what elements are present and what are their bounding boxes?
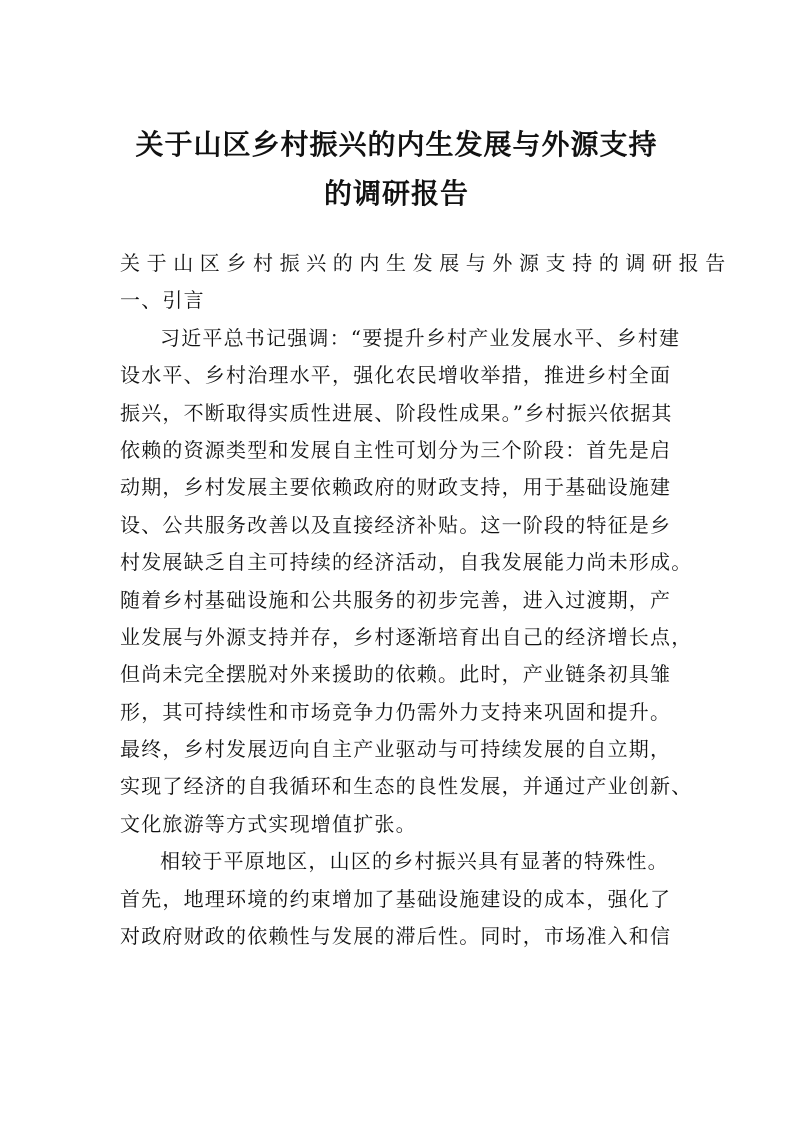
paragraph-line: 动期，乡村发展主要依赖政府的财政支持，用于基础设施建 — [120, 475, 672, 500]
document-title-line-1: 关于山区乡村振兴的内生发展与外源支持 — [135, 128, 658, 161]
paragraph-line: 依赖的资源类型和发展自主性可划分为三个阶段：首先是启 — [120, 437, 672, 462]
paragraph-line: 业发展与外源支持并存，乡村逐渐培育出自己的经济增长点， — [120, 624, 693, 649]
document-body — [120, 245, 732, 955]
paragraph-line: 村发展缺乏自主可持续的经济活动，自我发展能力尚未形成。 — [120, 550, 693, 575]
paragraph-line: 文化旅游等方式实现增值扩张。 — [120, 811, 417, 836]
paragraph-line: 设水平、乡村治理水平，强化农民增收举措，推进乡村全面 — [120, 363, 672, 388]
paragraph-line: 设、公共服务改善以及直接经济补贴。这一阶段的特征是乡 — [120, 512, 672, 537]
paragraph-line: 但尚未完全摆脱对外来援助的依赖。此时，产业链条初具雏 — [120, 662, 672, 687]
section-heading: 一、引言 — [120, 288, 205, 313]
paragraph-line: 形，其可持续性和市场竞争力仍需外力支持来巩固和提升。 — [120, 699, 672, 724]
document-title-line-2: 的调研报告 — [323, 177, 469, 210]
paragraph-line: 振兴，不断取得实质性进展、阶段性成果。”乡村振兴依据其 — [120, 400, 673, 425]
repeat-title: 关于山区乡村振兴的内生发展与外源支持的调研报告 — [120, 251, 732, 275]
paragraph-line: 对政府财政的依赖性与发展的滞后性。同时，市场准入和信 — [120, 924, 672, 949]
paragraph-line: 最终，乡村发展迈向自主产业驱动与可持续发展的自立期， — [120, 737, 672, 762]
paragraph-line: 随着乡村基础设施和公共服务的初步完善，进入过渡期，产 — [120, 587, 672, 612]
paragraph-line: 首先，地理环境的约束增加了基础设施建设的成本，强化了 — [120, 886, 672, 911]
paragraph-2 — [120, 843, 680, 955]
paragraph-line: 实现了经济的自我循环和生态的良性发展，并通过产业创新、 — [120, 774, 693, 799]
paragraph-1 — [120, 320, 693, 843]
paragraph-line: 相较于平原地区，山区的乡村振兴具有显著的特殊性。 — [160, 849, 669, 874]
paragraph-line: 习近平总书记强调：“要提升乡村产业发展水平、乡村建 — [160, 325, 681, 350]
